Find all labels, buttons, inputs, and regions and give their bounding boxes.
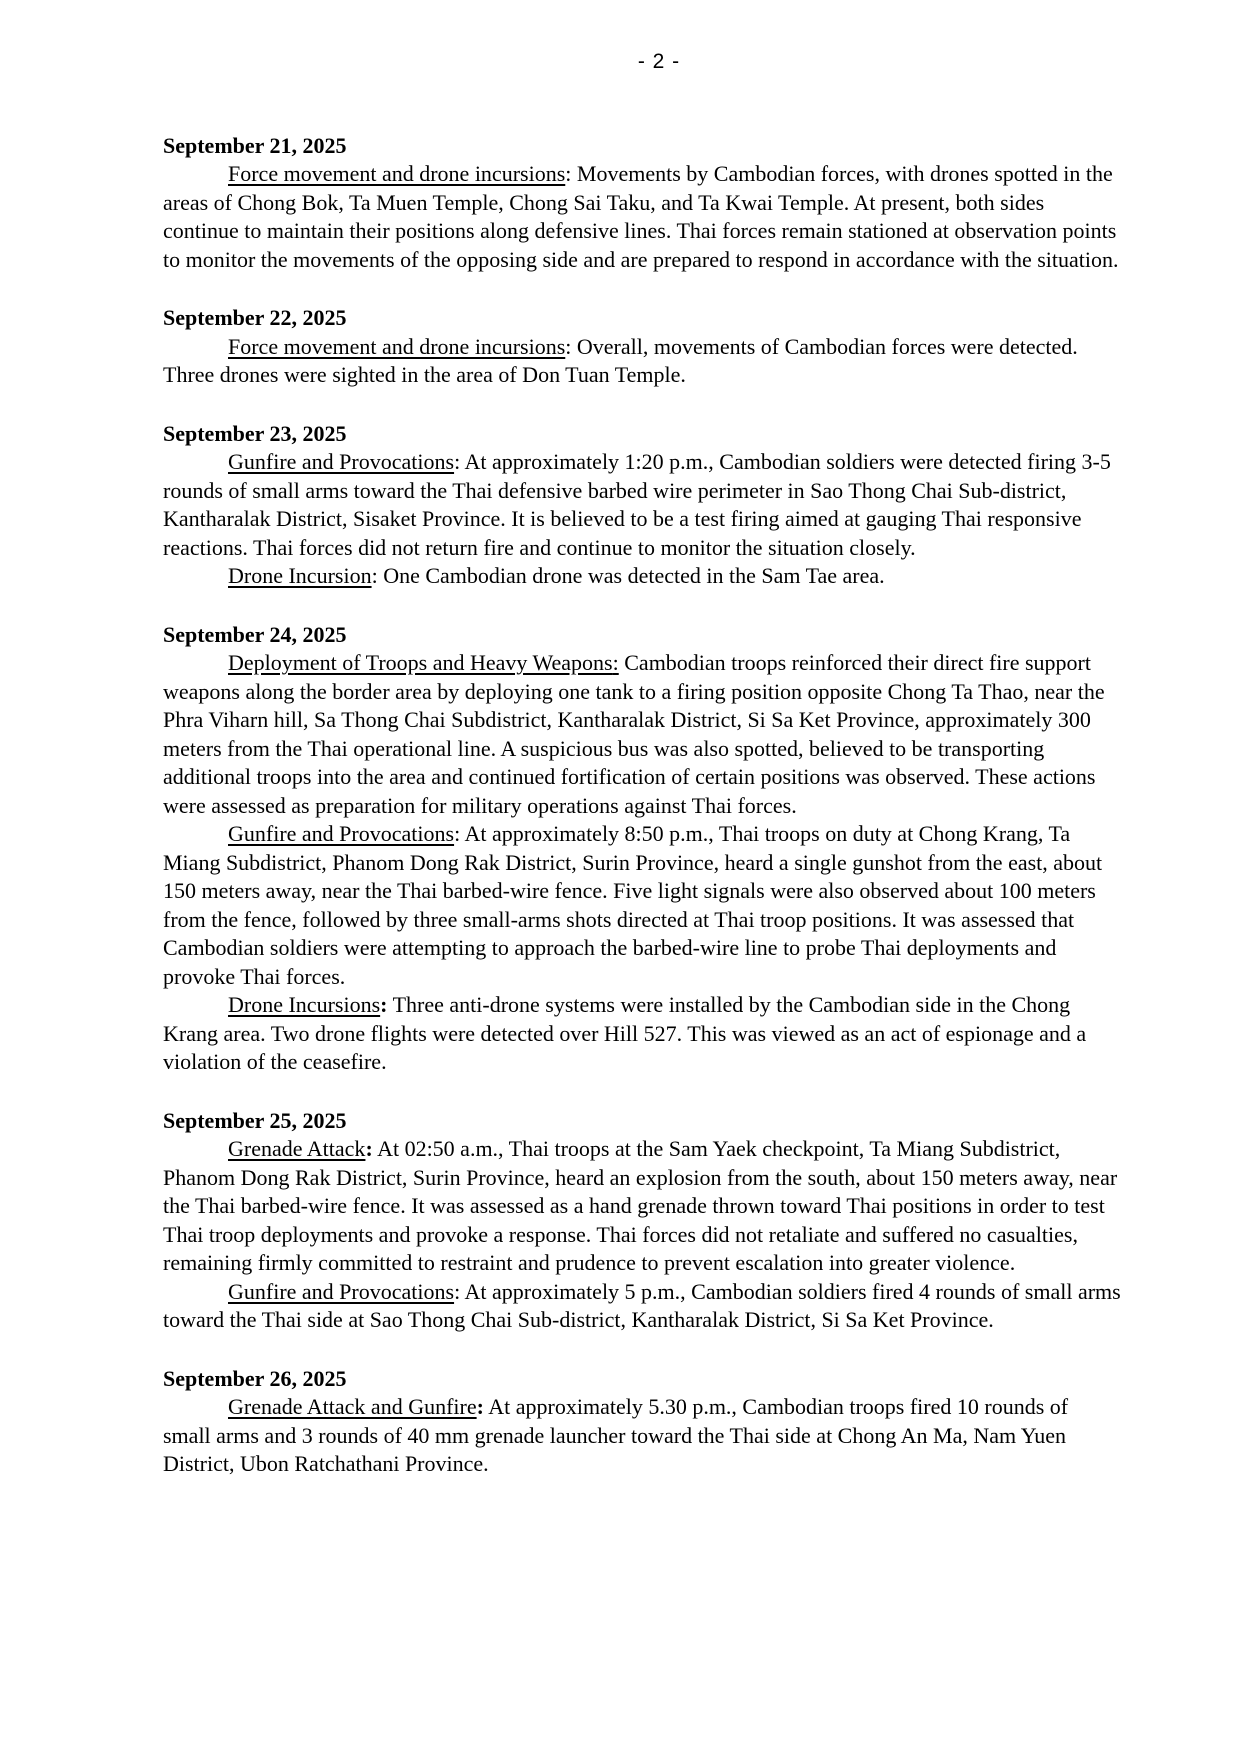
report-section bbox=[163, 1365, 1121, 1479]
incident-body-text: One Cambodian drone was detected in the Sam Tae area. bbox=[383, 563, 885, 588]
report-sections bbox=[163, 132, 1121, 1479]
incident-paragraph bbox=[163, 1393, 1121, 1479]
incident-type-label: Deployment of Troops and Heavy Weapons bbox=[228, 650, 613, 675]
incident-type-label: Gunfire and Provocations bbox=[228, 449, 455, 474]
label-colon: : bbox=[365, 1136, 373, 1161]
label-colon: : bbox=[371, 563, 378, 588]
incident-paragraph bbox=[163, 991, 1121, 1077]
section-date-heading: September 24, 2025 bbox=[163, 621, 347, 647]
incident-body-text: At approximately 5 p.m., Cambodian soldiers fired 4 rounds of small arms toward the Thai side at Sao Thong Chai Sub-district, Kantharalak District, Si Sa Ket Province. bbox=[163, 1278, 1121, 1332]
label-colon: : bbox=[454, 449, 461, 474]
label-colon: : bbox=[454, 1278, 461, 1304]
incident-paragraph bbox=[163, 448, 1121, 562]
incident-type-label: Drone Incursion bbox=[228, 563, 372, 588]
incident-body-text: At approximately 5.30 p.m., Cambodian troops fired 10 rounds of small arms and 3 rounds of 40 mm grenade launcher toward the Thai side at Chong An Ma, Nam Yuen District, Ubon Ratchathani Province. bbox=[163, 1394, 1069, 1476]
incident-paragraph bbox=[163, 1278, 1121, 1335]
label-colon: : bbox=[380, 992, 388, 1017]
incident-type-label: Grenade Attack and Gunfire bbox=[228, 1394, 477, 1419]
report-section bbox=[163, 132, 1121, 275]
incident-type-label: Gunfire and Provocations bbox=[228, 821, 455, 846]
label-colon: : bbox=[476, 1394, 484, 1419]
report-section bbox=[163, 621, 1121, 1077]
section-date-heading: September 21, 2025 bbox=[163, 132, 347, 158]
incident-paragraph bbox=[163, 1135, 1121, 1278]
incident-type-label: Force movement and drone incursions bbox=[228, 161, 566, 186]
incident-body-text: Movements by Cambodian forces, with drones spotted in the areas of Chong Bok, Ta Muen Temple, Chong Sai Taku, and Ta Kwai Temple. At present, both sides continue to maintain their positions along defensive lines. Thai forces remain stationed at observation points to monitor the movements of the opposing side and are prepared to respond in accordance with the situation. bbox=[163, 161, 1119, 272]
incident-body-text: At approximately 1:20 p.m., Cambodian soldiers were detected firing 3-5 rounds of small arms toward the Thai defensive barbed wire perimeter in Sao Thong Chai Sub-district, Kantharalak District, Sisaket Province. It is believed to be a test firing aimed at gauging Thai responsive reactions. Thai forces did not return fire and continue to monitor the situation closely. bbox=[163, 449, 1111, 560]
label-colon: : bbox=[565, 333, 572, 359]
section-date-heading: September 25, 2025 bbox=[163, 1107, 347, 1133]
incident-type-label: Drone Incursions bbox=[228, 992, 381, 1017]
incident-paragraph bbox=[163, 649, 1121, 820]
label-colon: : bbox=[612, 650, 619, 675]
incident-type-label: Grenade Attack bbox=[228, 1136, 366, 1161]
page-number: - 2 - bbox=[637, 50, 681, 73]
label-colon: : bbox=[565, 161, 572, 186]
report-section bbox=[163, 304, 1121, 390]
incident-type-label: Gunfire and Provocations bbox=[228, 1278, 455, 1304]
section-date-heading: September 22, 2025 bbox=[163, 305, 347, 330]
incident-body-text: Three anti-drone systems were installed by the Cambodian side in the Chong Krang area. Two drone flights were detected over Hill 527. This was viewed as an act of espionage and a violation of the ceasefire. bbox=[163, 992, 1087, 1074]
section-date-heading: September 23, 2025 bbox=[163, 420, 347, 446]
section-date-heading: September 26, 2025 bbox=[163, 1365, 347, 1391]
incident-paragraph bbox=[163, 562, 1121, 591]
incident-paragraph bbox=[163, 820, 1121, 991]
incident-body-text: At approximately 8:50 p.m., Thai troops on duty at Chong Krang, Ta Miang Subdistrict, Phanom Dong Rak District, Surin Province, heard a single gunshot from the east, about 150 meters away, near the Thai barbed-wire fence. Five light signals were also observed about 100 meters from the fence, followed by three small-arms shots directed at Thai troop positions. It was assessed that Cambodian soldiers were attempting to approach the barbed-wire line to probe Thai deployments and provoke Thai forces. bbox=[163, 821, 1103, 989]
incident-body-text: At 02:50 a.m., Thai troops at the Sam Yaek checkpoint, Ta Miang Subdistrict, Phanom Dong Rak District, Surin Province, heard an explosion from the south, about 150 meters away, near the Thai barbed-wire fence. It was assessed as a hand grenade thrown toward Thai positions in order to test Thai troop deployments and provoke a response. Thai forces did not retaliate and suffered no casualties, remaining firmly committed to restraint and prudence to prevent escalation into greater violence. bbox=[163, 1136, 1118, 1275]
incident-paragraph bbox=[163, 160, 1121, 274]
page-header bbox=[163, 48, 1121, 77]
incident-body-text: Overall, movements of Cambodian forces were detected. Three drones were sighted in the area of Don Tuan Temple. bbox=[163, 333, 1078, 387]
incident-body-text: Cambodian troops reinforced their direct fire support weapons along the border area by deploying one tank to a firing position opposite Chong Ta Thao, near the Phra Viharn hill, Sa Thong Chai Subdistrict, Kantharalak District, Si Sa Ket Province, approximately 300 meters from the Thai operational line. A suspicious bus was also spotted, believed to be transporting additional troops into the area and continued fortification of certain positions was observed. These actions were assessed as preparation for military operations against Thai forces. bbox=[163, 650, 1105, 818]
report-section bbox=[163, 420, 1121, 591]
label-colon: : bbox=[454, 821, 461, 846]
incident-paragraph bbox=[163, 333, 1121, 390]
report-section bbox=[163, 1107, 1121, 1335]
incident-type-label: Force movement and drone incursions bbox=[228, 333, 566, 359]
